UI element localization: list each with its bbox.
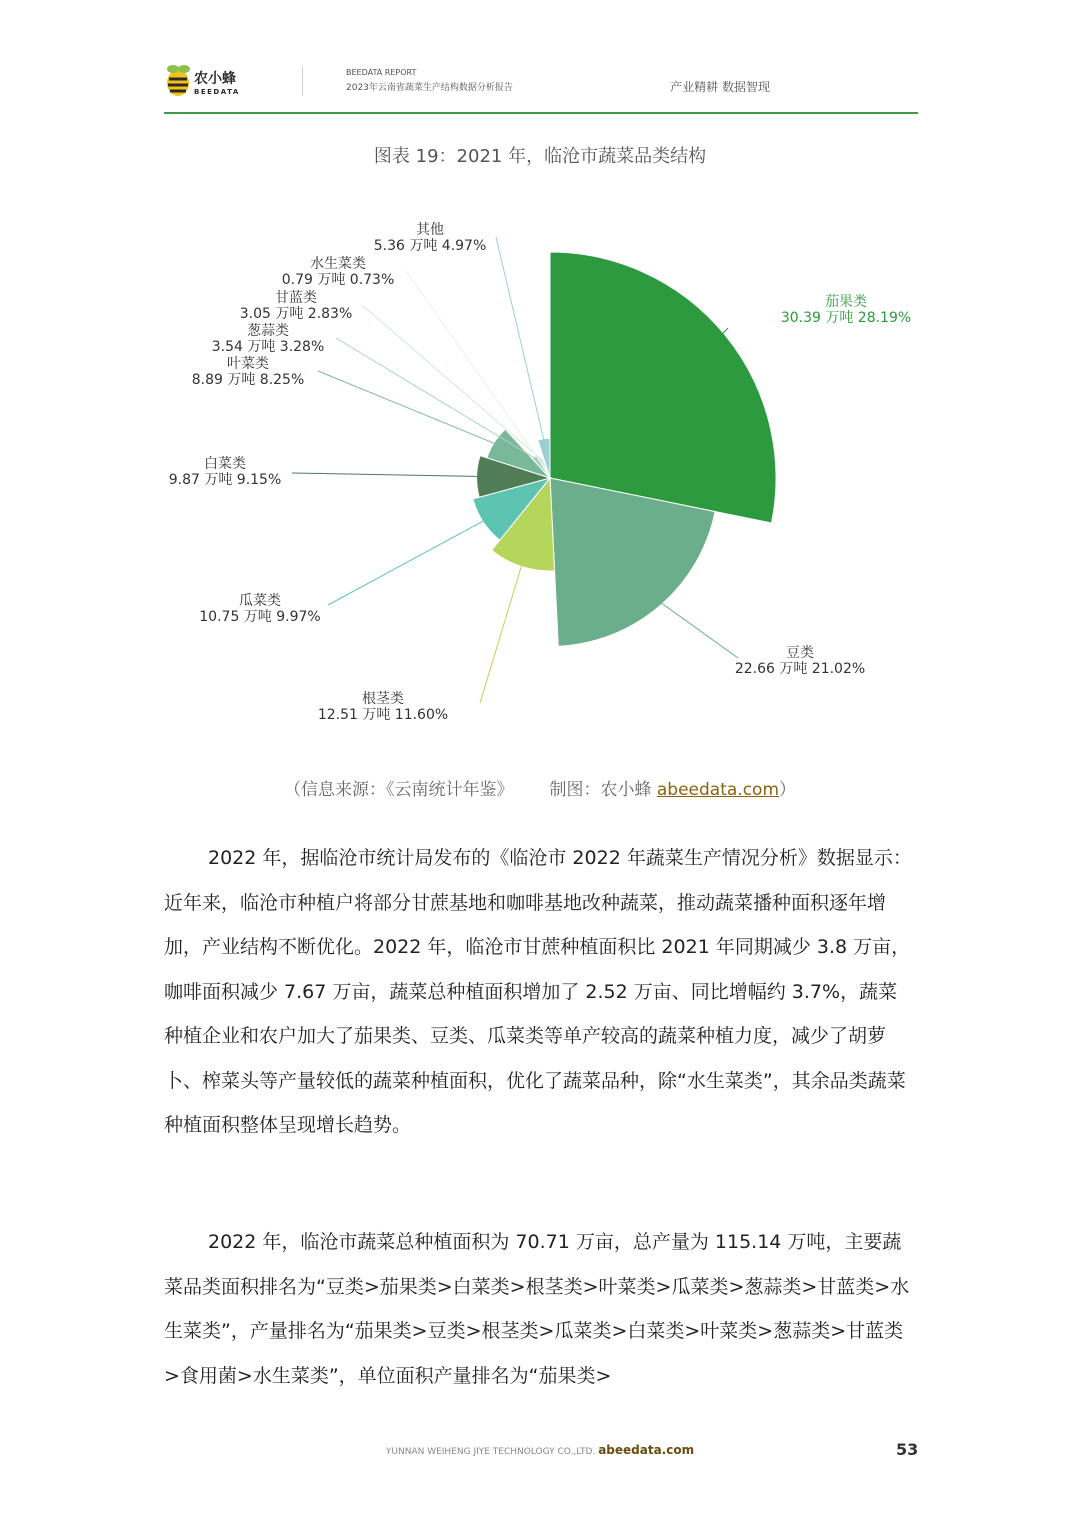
source-link[interactable]: abeedata.com: [656, 780, 780, 800]
logo-text-en: BEEDATA: [194, 88, 240, 96]
page-footer: [0, 1440, 1080, 1460]
slice-label-name-3: 根茎类: [362, 691, 404, 707]
leader-line-10: [496, 237, 544, 442]
leader-line-7: [336, 338, 536, 459]
pie-slice-1: [550, 252, 776, 523]
footer-company-name: YUNNAN WEIHENG JIYE TECHNOLOGY CO.,LTD.: [385, 1447, 596, 1457]
slice-label-value-10: 5.36 万吨 4.97%: [373, 238, 487, 254]
slice-label-name-5: 白菜类: [204, 456, 246, 472]
leader-line-5: [292, 473, 483, 477]
paragraph-1-text: 2022 年，据临沧市统计局发布的《临沧市 2022 年蔬菜生产情况分析》数据显示：近年来，临沧市种植户将部分甘蔗基地和咖啡基地改种蔬菜，推动蔬菜播种面积逐年增加，产业结构不断优化。2022 年，临沧市甘蔗种植面积比 2021 年同期减少 3.8 万亩，咖啡面积减少 7.67 万亩，蔬菜总种植面积增加了 2.52 万亩、同比增幅约 3.7%，蔬菜种植企业和农户加大了茄果类、豆类、瓜菜类等单产较高的蔬菜种植力度，减少了胡萝卜、榨菜头等产量较低的蔬菜种植面积，优化了蔬菜品种，除“水生菜类”，其余品类蔬菜种植面积整体呈现增长趋势。: [164, 847, 912, 1136]
source-close: ）: [779, 780, 797, 800]
logo: [164, 64, 254, 104]
chart-slices: [473, 252, 776, 646]
rose-pie-chart: [0, 180, 1080, 760]
slice-label-name-8: 甘蓝类: [275, 290, 317, 306]
page-number: 53: [896, 1440, 919, 1459]
slice-label-value-2: 22.66 万吨 21.02%: [734, 661, 866, 677]
slice-label-value-8: 3.05 万吨 2.83%: [239, 306, 353, 322]
page-header: [164, 60, 918, 114]
slice-label-value-3: 12.51 万吨 11.60%: [317, 707, 449, 723]
leader-line-9: [406, 271, 548, 473]
bee-logo-icon: [164, 64, 192, 98]
header-rule: [164, 112, 918, 114]
report-title-cn: 2023年云南省蔬菜生产结构数据分析报告: [346, 83, 513, 93]
slice-label-name-7: 葱蒜类: [247, 323, 289, 339]
slice-label-name-1: 茄果类: [825, 294, 867, 310]
slice-label-name-6: 叶菜类: [227, 356, 269, 372]
slice-label-value-9: 0.79 万吨 0.73%: [281, 272, 395, 288]
footer-site-link[interactable]: abeedata.com: [598, 1443, 695, 1457]
paragraph-2-text: 2022 年，临沧市蔬菜总种植面积为 70.71 万亩，总产量为 115.14 万吨，主要蔬菜品类面积排名为“豆类>茄果类>白菜类>根茎类>叶菜类>瓜菜类>葱蒜类>甘蓝类>水生菜类”，产量排名为“茄果类>豆类>根茎类>瓜菜类>白菜类>叶菜类>葱蒜类>甘蓝类>食用菌>水生菜类”，单位面积产量排名为“茄果类>: [164, 1231, 910, 1387]
body-paragraph-2: [164, 1220, 916, 1398]
credit-text: 制图：农小蜂: [549, 780, 652, 800]
leader-line-3: [480, 559, 524, 703]
header-divider: [302, 66, 303, 96]
logo-text-cn: 农小蜂: [194, 71, 236, 87]
slice-label-name-9: 水生菜类: [310, 256, 366, 272]
slice-label-name-2: 豆类: [786, 645, 814, 661]
slice-label-name-4: 瓜菜类: [239, 593, 281, 609]
slice-label-value-6: 8.89 万吨 8.25%: [191, 372, 305, 388]
slice-label-value-7: 3.54 万吨 3.28%: [211, 339, 325, 355]
leader-line-8: [362, 305, 541, 459]
slice-label-value-4: 10.75 万吨 9.97%: [199, 609, 321, 625]
report-title-en: BEEDATA REPORT: [346, 68, 417, 77]
header-slogan: 产业精耕 数据智现: [670, 80, 770, 94]
slice-label-value-1: 30.39 万吨 28.19%: [780, 310, 912, 326]
chart-source-note: [0, 775, 1080, 800]
leader-line-2: [651, 596, 738, 658]
slice-label-value-5: 9.87 万吨 9.15%: [168, 472, 282, 488]
slice-label-name-10: 其他: [416, 222, 444, 238]
leader-line-4: [328, 518, 488, 605]
chart-title: 图表 19：2021 年，临沧市蔬菜品类结构: [373, 146, 707, 167]
source-text: （信息来源：《云南统计年鉴》: [283, 780, 514, 800]
body-paragraph-1: [164, 836, 916, 1148]
